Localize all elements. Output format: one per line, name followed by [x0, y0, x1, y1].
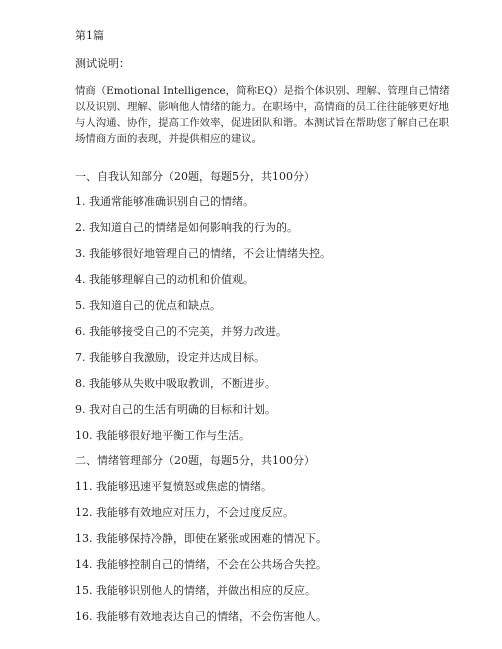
question-item: 9. 我对自己的生活有明确的目标和计划。 [75, 403, 276, 416]
question-item: 5. 我知道自己的优点和缺点。 [75, 299, 221, 312]
question-item: 2. 我知道自己的情绪是如何影响我的行为的。 [75, 221, 298, 234]
intro-paragraph-line: 以及识别、理解、影响他人情绪的能力。在职场中，高情商的员工往往能够更好地 [75, 101, 450, 113]
intro-paragraph-line: 场情商方面的表现，并提供相应的建议。 [75, 133, 263, 145]
question-item: 1. 我通常能够准确识别自己的情绪。 [75, 195, 254, 208]
question-item: 8. 我能够从失败中吸取教训，不断进步。 [75, 377, 276, 390]
question-item: 6. 我能够接受自己的不完美，并努力改进。 [75, 325, 287, 338]
chapter-heading: 第1篇 [75, 29, 104, 42]
question-item: 16. 我能够有效地表达自己的情绪，不会伤害他人。 [75, 610, 327, 623]
intro-heading: 测试说明： [75, 57, 130, 70]
section-heading-self-awareness: 一、自我认知部分（20题，每题5分，共100分） [75, 170, 315, 183]
question-item: 13. 我能够保持冷静，即使在紧张或困难的情况下。 [75, 532, 327, 545]
question-item: 7. 我能够自我激励，设定并达成目标。 [75, 351, 265, 364]
question-item: 4. 我能够理解自己的动机和价值观。 [75, 273, 254, 286]
intro-paragraph-line: 与人沟通、协作，提高工作效率，促进团队和谐。本测试旨在帮助您了解自己在职 [75, 117, 450, 129]
section-heading-emotion-management: 二、情绪管理部分（20题，每题5分，共100分） [75, 454, 315, 467]
question-item: 10. 我能够很好地平衡工作与生活。 [75, 429, 250, 442]
question-item: 15. 我能够识别他人的情绪，并做出相应的反应。 [75, 584, 316, 597]
question-item: 11. 我能够迅速平复愤怒或焦虑的情绪。 [75, 480, 272, 493]
question-item: 3. 我能够很好地管理自己的情绪，不会让情绪失控。 [75, 247, 331, 260]
intro-paragraph-line: 情商（Emotional Intelligence，简称EQ）是指个体识别、理解、管理自己情绪 [75, 85, 450, 97]
question-item: 12. 我能够有效地应对压力，不会过度反应。 [75, 506, 294, 519]
question-item: 14. 我能够控制自己的情绪，不会在公共场合失控。 [75, 558, 327, 571]
